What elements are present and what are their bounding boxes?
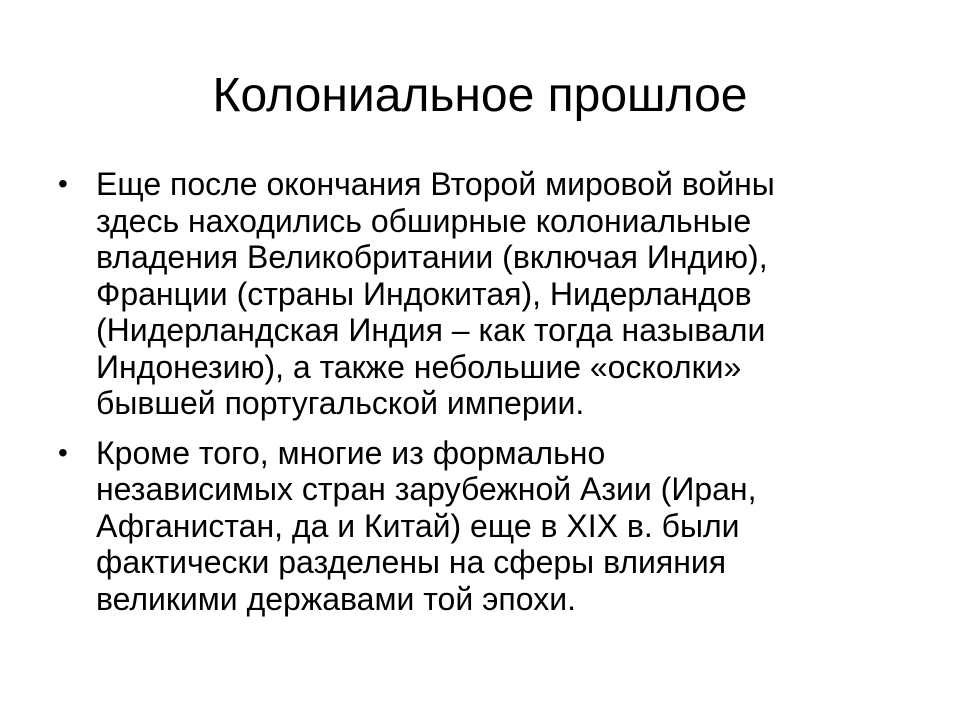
bullet-line: здесь находились обширные колониальные xyxy=(96,202,752,239)
bullet-marker: • xyxy=(58,168,68,199)
bullet-line: владения Великобритании (включая Индию), xyxy=(96,239,768,275)
bullet-line: великими державами той эпохи. xyxy=(96,580,576,617)
bullet-line: Еще после окончания Второй мировой войны xyxy=(96,166,775,202)
bullet-line: Индонезию), а также небольшие «осколки» xyxy=(96,348,742,385)
bullet-item-colonial-possessions xyxy=(58,166,888,422)
bullet-line: независимых стран зарубежной Азии (Иран, xyxy=(96,471,757,507)
bullet-marker: • xyxy=(58,436,68,468)
bullet-list xyxy=(58,166,888,630)
bullet-line: Афганистан, да и Китай) еще в XIX в. были xyxy=(96,507,740,544)
bullet-line: бывшей португальской империи. xyxy=(96,385,585,421)
bullet-line: Кроме того, многие из формально xyxy=(96,434,606,471)
bullet-item-spheres-of-influence xyxy=(58,435,888,618)
bullet-line: (Нидерландская Индия – как тогда называли xyxy=(96,312,766,348)
bullet-line: фактически разделены на сферы влияния xyxy=(96,544,727,580)
slide-title: Колониальное прошлое xyxy=(212,69,748,122)
bullet-line: Франции (страны Индокитая), Нидерландов xyxy=(96,275,752,312)
